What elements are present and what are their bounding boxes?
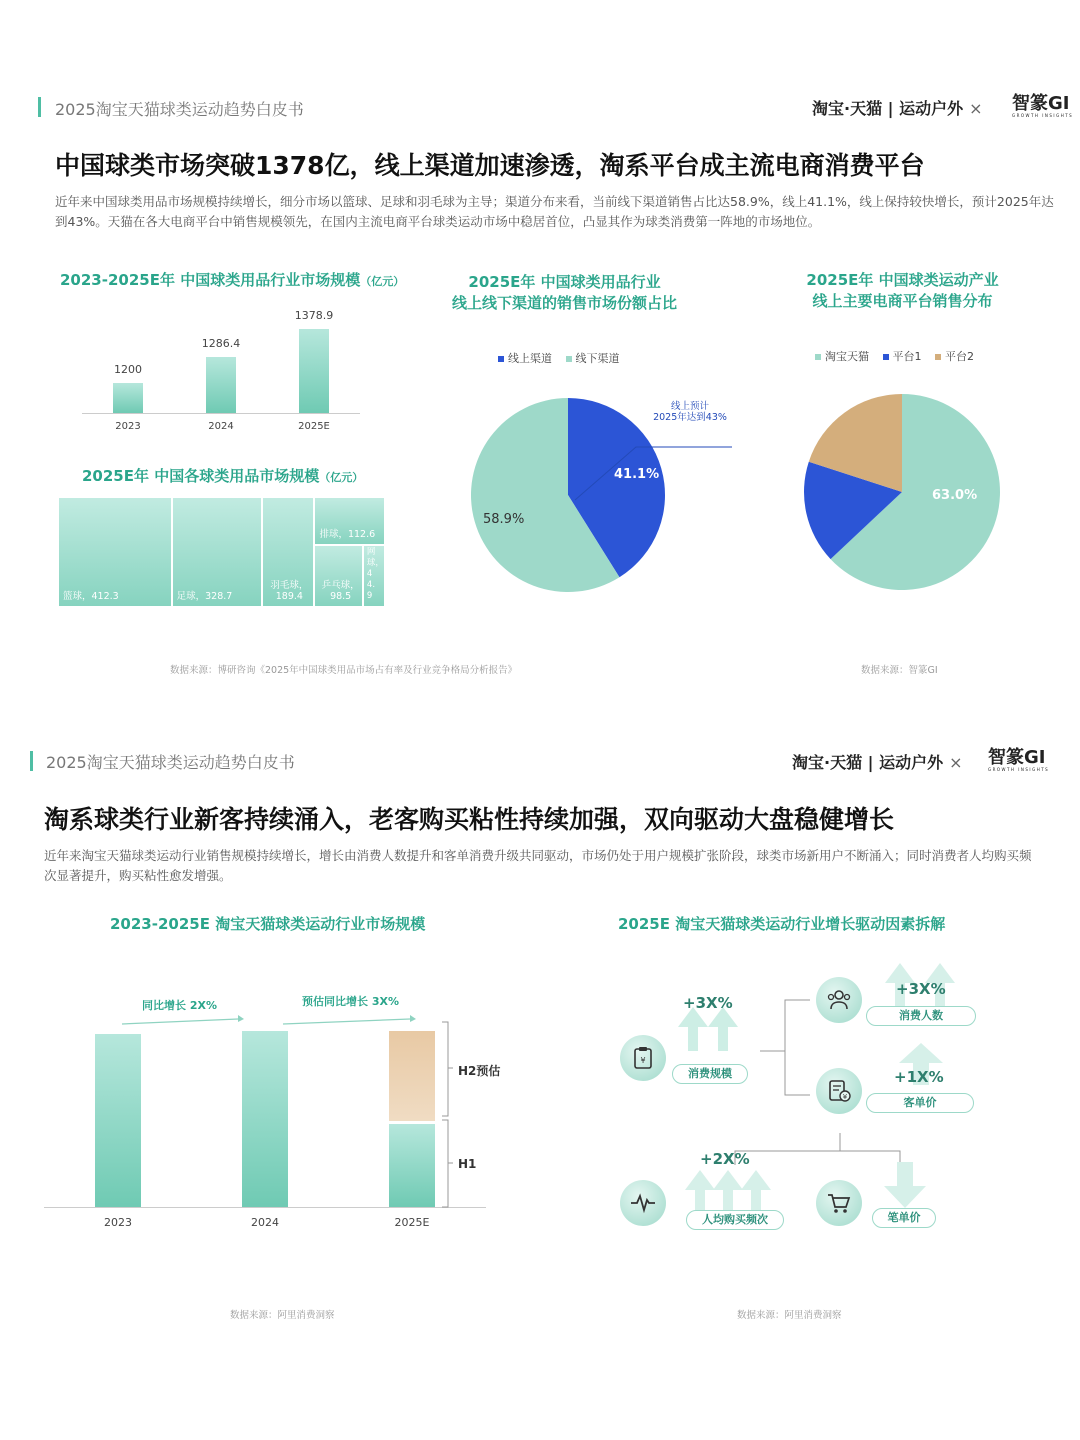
x-tick-label: 2023 — [115, 421, 141, 432]
pulse-icon — [629, 1189, 657, 1217]
unit-price-pill: 笔单价 — [872, 1208, 936, 1228]
page-description: 近年来中国球类用品市场规模持续增长，细分市场以篮球、足球和羽毛球为主导；渠道分布来看，当前线下渠道销售占比达58.9%，线上41.1%，线上保持较快增长，预计2025年达到43%。天猫在各大电商平台中销售规模领先，在国内主流电商平台球类运动市场中稳居首位，凸显其作为球类消费第一阵地的市场地位。 — [55, 194, 1054, 229]
h1-h2-brackets — [440, 1020, 456, 1210]
treemap-cell-羽毛球 — [262, 497, 314, 607]
bar-value-label: 1286.4 — [201, 337, 241, 351]
x-tick-label: 2024 — [208, 421, 234, 432]
treemap-label: 网球，44.9 — [366, 546, 384, 601]
people-icon — [825, 986, 853, 1014]
chart3-legend: 线上渠道 线下渠道 — [498, 350, 620, 366]
brand-label: 淘宝·天猫 | 运动户外 × — [812, 99, 983, 118]
treemap-label: 排球，112.6 — [319, 529, 376, 541]
users-growth-pct: +3X% — [896, 980, 946, 998]
x-tick-label: 2025E — [394, 1216, 430, 1229]
frequency-growth-pct: +2X% — [700, 1150, 750, 1168]
bar-value-label: 1200 — [114, 363, 142, 376]
chart6-title: 2025E 淘宝天猫球类运动行业增长驱动因素拆解 — [618, 915, 946, 933]
consumption-scale-node — [620, 1035, 666, 1081]
aov-pill: 客单价 — [866, 1093, 974, 1113]
treemap-cell-乒乓球 — [314, 545, 362, 607]
chart1-title: 2023-2025E年 中国球类用品行业市场规模（亿元） — [60, 271, 405, 289]
treemap-cell-网球 — [363, 545, 385, 607]
platform-share-pie — [790, 390, 1015, 600]
whitepaper-page-2 — [0, 725, 1080, 1425]
page-title: 中国球类市场突破1378亿，线上渠道加速渗透，淘系平台成主流电商消费平台 — [55, 151, 925, 180]
x-tick-label: 2023 — [104, 1216, 132, 1229]
bar-2025E — [299, 329, 329, 413]
source-note-left: 数据来源：阿里消费洞察 — [230, 1310, 335, 1321]
bar-2024 — [206, 357, 236, 413]
forecast-growth-label: 预估同比增长 3X% — [302, 995, 399, 1008]
x-tick-label: 2025E — [298, 421, 330, 432]
chart3-title: 2025E年 中国球类用品行业 线上线下渠道的销售市场份额占比 — [451, 273, 677, 312]
online-share-label: 41.1% — [614, 467, 660, 482]
treemap-label: 篮球，412.3 — [63, 591, 119, 602]
header-title: 2025淘宝天猫球类运动趋势白皮书 — [46, 753, 295, 772]
unit-price-node — [816, 1180, 862, 1226]
consumption-scale-pill: 消费规模 — [672, 1064, 748, 1084]
aov-node — [816, 1068, 862, 1114]
bar-value-label: 1378.9 — [294, 309, 334, 323]
header-accent-bar — [38, 97, 41, 117]
h1-label: H1 — [458, 1157, 477, 1171]
shopping-cart-icon — [825, 1189, 853, 1217]
aov-growth-pct: +1X% — [894, 1068, 944, 1086]
treemap-label: 足球，328.7 — [176, 591, 233, 602]
yoy-growth-label: 同比增长 2X% — [142, 999, 217, 1012]
whitepaper-page-1 — [0, 70, 1080, 710]
down-arrow-unit-price — [882, 1162, 928, 1208]
taobao-tmall-share-label: 63.0% — [932, 488, 978, 503]
source-note-right: 数据来源：阿里消费洞察 — [737, 1310, 842, 1321]
chart4-legend: 淘宝天猫 平台1 平台2 — [815, 348, 974, 364]
treemap-label: 羽毛球，189.4 — [270, 580, 309, 602]
offline-share-label: 58.9% — [483, 512, 525, 527]
bar-2023-H1 — [95, 1034, 141, 1207]
h2-forecast-label: H2预估 — [458, 1064, 501, 1078]
chart5-title: 2023-2025E 淘宝天猫球类运动行业市场规模 — [110, 915, 426, 933]
gi-logo: 智篆GI GROWTH INSIGHTS — [988, 747, 1050, 772]
root-growth-pct: +3X% — [683, 994, 733, 1012]
page-description: 近年来淘宝天猫球类运动行业销售规模持续增长，增长由消费人数提升和客单消费升级共同驱动，市场仍处于用户规模扩张阶段，球类市场新用户不断涌入；同时消费者人均购买频次显著提升，购买粘性愈发增强。 — [44, 848, 1032, 883]
up-arrows-frequency — [685, 1162, 775, 1214]
chart2-title: 2025E年 中国各球类用品市场规模（亿元） — [82, 467, 364, 485]
online-forecast-annotation: 线上预计 2025年达到43% — [653, 401, 727, 423]
svg-text:¥: ¥ — [640, 1056, 646, 1065]
consumer-count-pill: 消费人数 — [866, 1006, 976, 1026]
treemap-cell-排球 — [314, 497, 385, 545]
gi-logo: 智篆GI GROWTH INSIGHTS — [1012, 93, 1074, 118]
header-accent-bar — [30, 751, 33, 771]
chart5-axis — [44, 1207, 486, 1208]
source-note-right: 数据来源：智篆GI — [861, 665, 938, 676]
bar-2024-H1 — [242, 1031, 288, 1207]
treemap-label: 乒乓球，98.5 — [321, 579, 360, 602]
header-title: 2025淘宝天猫球类运动趋势白皮书 — [55, 100, 304, 119]
bar-2023 — [113, 383, 143, 413]
invoice-icon — [825, 1077, 853, 1105]
bar-2025E-H1 — [389, 1124, 435, 1207]
chart4-title: 2025E年 中国球类运动产业 线上主要电商平台销售分布 — [806, 271, 999, 310]
x-tick-label: 2024 — [251, 1216, 279, 1229]
treemap-cell-足球 — [172, 497, 263, 607]
page-title: 淘系球类行业新客持续涌入，老客购买粘性持续加强，双向驱动大盘稳健增长 — [44, 805, 895, 834]
brand-label: 淘宝·天猫 | 运动户外 × — [792, 753, 963, 772]
clipboard-icon — [629, 1044, 657, 1072]
source-note-left: 数据来源：博研咨询《2025年中国球类用品市场占有率及行业竞争格局分析报告》 — [170, 665, 518, 676]
bar-2025E-H2预估 — [389, 1031, 435, 1121]
treemap-cell-篮球 — [58, 497, 172, 607]
consumer-count-node — [816, 977, 862, 1023]
purchase-frequency-node — [620, 1180, 666, 1226]
purchase-frequency-pill: 人均购买频次 — [686, 1210, 784, 1230]
svg-text:¥: ¥ — [842, 1093, 848, 1101]
chart1-axis — [82, 413, 360, 414]
